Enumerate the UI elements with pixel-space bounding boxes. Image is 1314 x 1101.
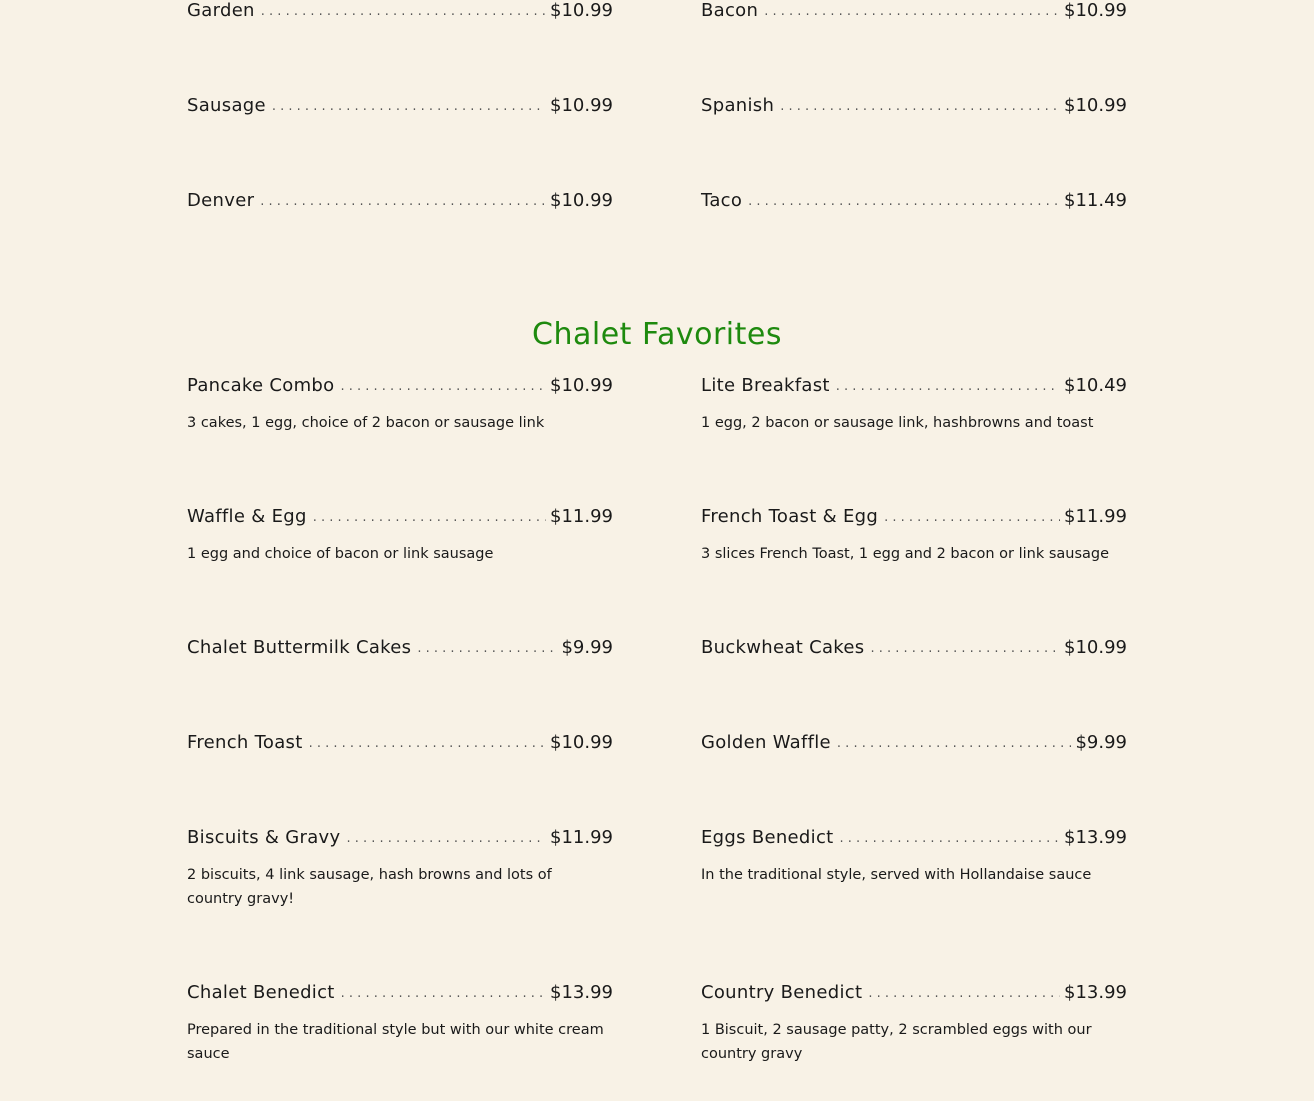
menu-item-french-toast [187, 732, 613, 760]
item-name: Buckwheat Cakes [701, 637, 865, 658]
menu-item-bacon [701, 0, 1127, 28]
item-price: $10.99 [550, 95, 613, 116]
menu-item-sausage [187, 95, 613, 123]
item-name: French Toast [187, 732, 303, 753]
item-price: $10.99 [550, 732, 613, 753]
item-description: 3 slices French Toast, 1 egg and 2 bacon or link sausage [701, 546, 1110, 562]
item-price: $11.49 [1064, 190, 1127, 211]
menu-item-garden [187, 0, 613, 28]
menu-item-eggs-benedict [701, 827, 1127, 887]
leader-dots [840, 831, 1061, 846]
item-description: Prepared in the traditional style but with our white cream sauce [187, 1022, 604, 1062]
menu-item-chalet-benedict [187, 982, 613, 1066]
item-name: Waffle & Egg [187, 506, 307, 527]
leader-dots [868, 986, 1060, 1001]
item-name: Sausage [187, 95, 266, 116]
item-description: 1 egg and choice of bacon or link sausage [187, 546, 494, 562]
item-name: Chalet Benedict [187, 982, 335, 1003]
menu-item-lite-breakfast [701, 375, 1127, 435]
item-price: $11.99 [550, 827, 613, 848]
item-name: Lite Breakfast [701, 375, 830, 396]
menu-item-country-benedict [701, 982, 1127, 1066]
item-name: Eggs Benedict [701, 827, 834, 848]
item-name: Chalet Buttermilk Cakes [187, 637, 412, 658]
item-price: $13.99 [1064, 982, 1127, 1003]
leader-dots [313, 510, 546, 525]
leader-dots [748, 194, 1060, 209]
menu-item-buttermilk-cakes [187, 637, 613, 665]
leader-dots [261, 4, 546, 19]
item-name: Bacon [701, 0, 759, 21]
item-description: 1 Biscuit, 2 sausage patty, 2 scrambled eggs with our country gravy [701, 1022, 1092, 1062]
item-price: $10.99 [1064, 0, 1127, 21]
leader-dots [341, 986, 546, 1001]
leader-dots [836, 379, 1060, 394]
item-name: Country Benedict [701, 982, 863, 1003]
menu-item-spanish [701, 95, 1127, 123]
item-price: $11.99 [1064, 506, 1127, 527]
item-name: Pancake Combo [187, 375, 335, 396]
item-description: In the traditional style, served with Hollandaise sauce [701, 867, 1092, 883]
item-name: French Toast & Egg [701, 506, 879, 527]
leader-dots [272, 99, 546, 114]
section-title: Chalet Favorites [532, 317, 782, 352]
item-description: 1 egg, 2 bacon or sausage link, hashbrowns and toast [701, 415, 1094, 431]
item-price: $10.99 [1064, 95, 1127, 116]
leader-dots [260, 194, 546, 209]
leader-dots [870, 641, 1060, 656]
menu-item-denver [187, 190, 613, 218]
menu-item-biscuits-gravy [187, 827, 613, 911]
item-price: $11.99 [550, 506, 613, 527]
item-description: 3 cakes, 1 egg, choice of 2 bacon or sausage link [187, 415, 545, 431]
item-name: Biscuits & Gravy [187, 827, 341, 848]
leader-dots [417, 641, 557, 656]
item-name: Denver [187, 190, 255, 211]
item-price: $13.99 [550, 982, 613, 1003]
item-price: $9.99 [1075, 732, 1127, 753]
menu-item-golden-waffle [701, 732, 1127, 760]
leader-dots [884, 510, 1060, 525]
menu-item-pancake-combo [187, 375, 613, 435]
item-description: 2 biscuits, 4 link sausage, hash browns and lots of country gravy! [187, 867, 552, 907]
item-price: $9.99 [561, 637, 613, 658]
item-price: $10.99 [550, 0, 613, 21]
item-name: Taco [701, 190, 743, 211]
menu-item-taco [701, 190, 1127, 218]
item-price: $10.49 [1064, 375, 1127, 396]
item-name: Garden [187, 0, 255, 21]
leader-dots [340, 379, 546, 394]
leader-dots [309, 736, 546, 751]
leader-dots [346, 831, 546, 846]
item-price: $10.99 [550, 375, 613, 396]
menu-item-waffle-egg [187, 506, 613, 566]
leader-dots [837, 736, 1072, 751]
leader-dots [764, 4, 1060, 19]
item-name: Golden Waffle [701, 732, 831, 753]
menu-item-buckwheat-cakes [701, 637, 1127, 665]
item-price: $13.99 [1064, 827, 1127, 848]
menu-item-french-toast-egg [701, 506, 1127, 566]
item-name: Spanish [701, 95, 775, 116]
item-price: $10.99 [550, 190, 613, 211]
item-price: $10.99 [1064, 637, 1127, 658]
leader-dots [780, 99, 1060, 114]
